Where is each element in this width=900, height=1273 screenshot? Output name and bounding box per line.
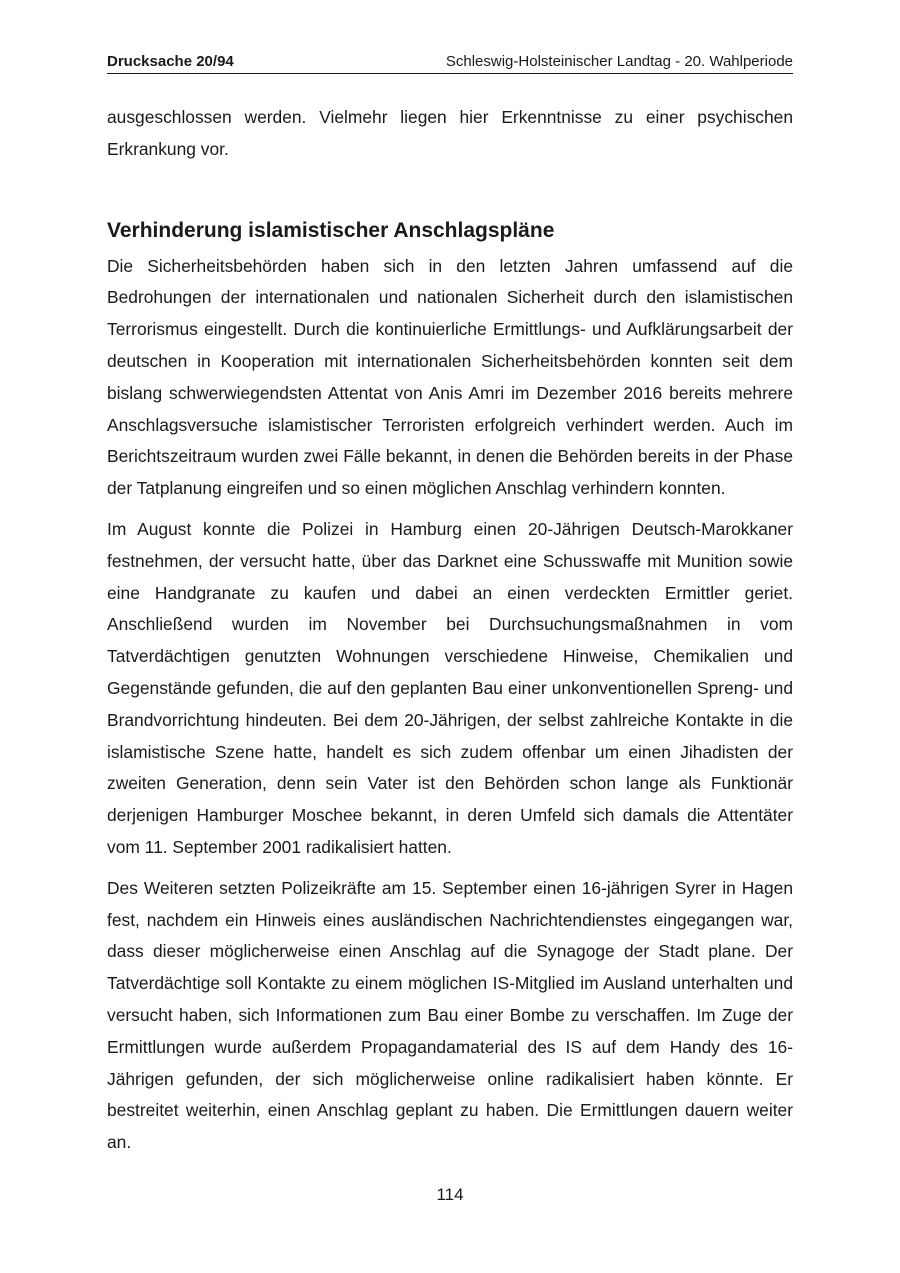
intro-paragraph: ausgeschlossen werden. Vielmehr liegen hier Erkenntnisse zu einer psychischen Erkrankung vor. bbox=[107, 107, 793, 159]
body-paragraph: Im August konnte die Polizei in Hamburg einen 20-Jährigen Deutsch-Marokkaner festnehmen, der versucht hatte, über das Darknet eine Schusswaffe mit Munition sowie eine Handgranate zu kaufen und dabei an einen verdeckten Ermittler geriet. Anschließend wurden im November bei Durchsuchungsmaßnahmen in vom Tatverdächtigen genutzten Wohnungen verschiedene Hinweise, Chemikalien und Gegenstände gefunden, die auf den geplanten Bau einer unkonventionellen Spreng- und Brandvorrichtung hindeuten. Bei dem 20-Jährigen, der selbst zahlreiche Kontakte in die islamistische Szene hatte, handelt es sich zudem offenbar um einen Jihadisten der zweiten Generation, denn sein Vater ist den Behörden schon lange als Funktionär derjenigen Hamburger Moschee bekannt, in deren Umfeld sich damals die Attentäter vom 11. September 2001 radikalisiert hatten. bbox=[107, 518, 793, 857]
page-header bbox=[107, 53, 793, 74]
page-content bbox=[107, 102, 793, 1168]
body-paragraph: Die Sicherheitsbehörden haben sich in den letzten Jahren umfassend auf die Bedrohungen der internationalen und nationalen Sicherheit durch den islamistischen Terrorismus eingestellt. Durch die kontinuierliche Ermittlungs- und Aufklärungsarbeit der deutschen in Kooperation mit internationalen Sicherheitsbehörden konnten seit dem bislang schwerwiegendsten Attentat von Anis Amri im Dezember 2016 bereits mehrere Anschlagsversuche islamistischer Terroristen erfolgreich verhindert werden. Auch im Berichtszeitraum wurden zwei Fälle bekannt, in denen die Behörden bereits in der Phase der Tatplanung eingreifen und so einen möglichen Anschlag verhindern konnten. bbox=[107, 255, 793, 499]
document-number: Drucksache 20/94 bbox=[107, 53, 234, 70]
parliament-title: Schleswig-Holsteinischer Landtag - 20. Wahlperiode bbox=[445, 53, 793, 70]
body-paragraph: Des Weiteren setzten Polizeikräfte am 15. September einen 16-jährigen Syrer in Hagen fest, nachdem ein Hinweis eines ausländischen Nachrichtendienstes eingegangen war, dass dieser möglicherweise einen Anschlag auf die Synagoge der Stadt plane. Der Tatverdächtige soll Kontakte zu einem möglichen IS-Mitglied im Ausland unterhalten und versucht haben, sich Informationen zum Bau einer Bombe zu verschaffen. Im Zuge der Ermittlungen wurde außerdem Propagandamaterial des IS auf dem Handy des 16-Jährigen gefunden, der sich möglicherweise online radikalisiert haben könnte. Er bestreitet weiterhin, einen Anschlag geplant zu haben. Die Ermittlungen dauern weiter an. bbox=[107, 877, 793, 1153]
section-heading: Verhinderung islamistischer Anschlagspläne bbox=[107, 218, 555, 242]
page-number: 114 bbox=[436, 1185, 464, 1204]
